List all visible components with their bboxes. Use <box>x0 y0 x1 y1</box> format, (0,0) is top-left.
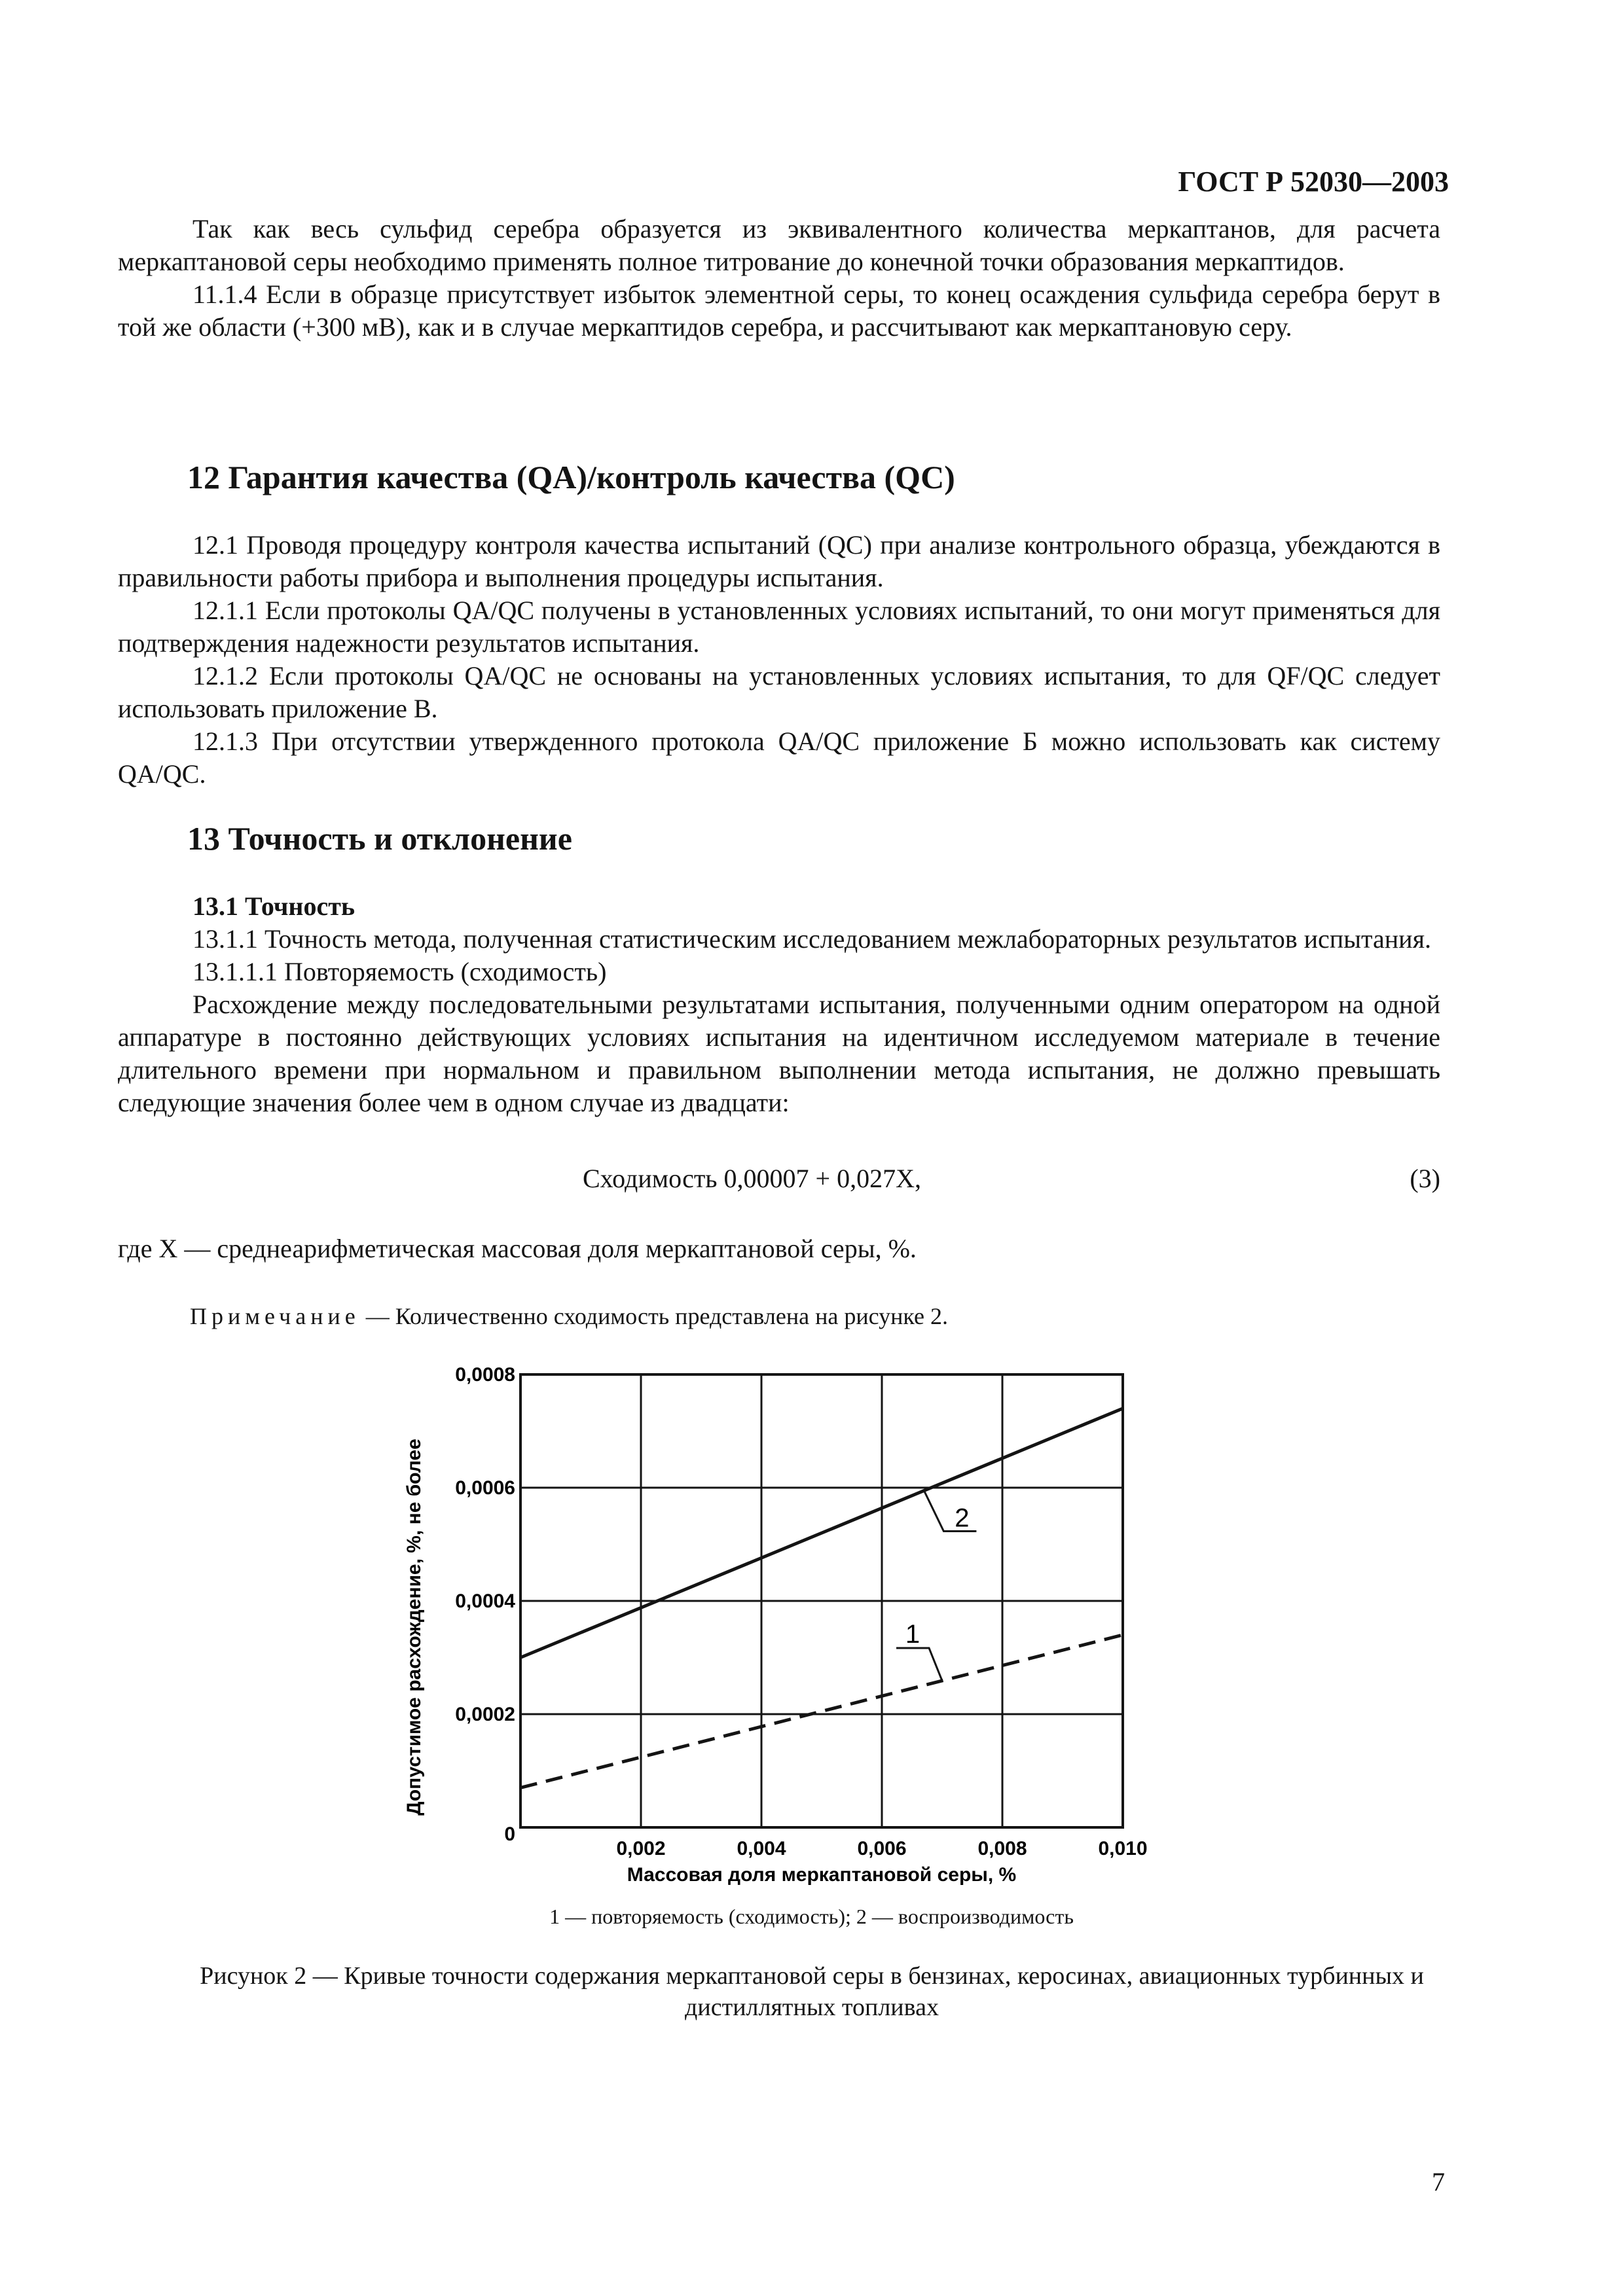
chart-ticks <box>455 1364 1147 1859</box>
paragraph: 12.1.3 При отсутствии утвержденного протокола QA/QC приложение Б можно использовать как систему QA/QC. <box>118 726 1440 789</box>
x-tick-label: 0,010 <box>1098 1838 1148 1859</box>
paragraph: 12.1.2 Если протоколы QA/QC не основаны на установленных условиях испытания, то для QF/QC следует использовать приложение В. <box>118 661 1440 723</box>
x-axis-label: Массовая доля меркаптановой серы, % <box>627 1864 1017 1885</box>
series-label: 2 <box>955 1503 970 1533</box>
x-tick-label: 0,006 <box>857 1838 907 1859</box>
section-12-text <box>118 529 1440 791</box>
paragraph: 12.1.1 Если протоколы QA/QC получены в установленных условиях испытаний, то они могут применяться для подтверждения надежности результатов испытания. <box>118 596 1440 658</box>
section-12-title: 12 Гарантия качества (QA)/контроль качества (QC) <box>187 459 955 495</box>
paragraph: 13.1.1.1 Повторяемость (сходимость) <box>192 957 607 986</box>
series-label: 1 <box>905 1619 921 1649</box>
note-text: — Количественно сходимость представлена на рисунке 2. <box>359 1303 948 1329</box>
y-tick-label: 0,0008 <box>455 1364 515 1386</box>
y-tick-label: 0 <box>504 1823 515 1845</box>
x-tick-label: 0,008 <box>977 1838 1027 1859</box>
chart-series <box>520 1408 1123 1788</box>
formula-number: (3) <box>1410 1164 1440 1193</box>
note <box>190 1302 948 1330</box>
section-13-text <box>118 890 1440 1119</box>
paragraph: Так как весь сульфид серебра образуется из эквивалентного количества меркаптанов, для расчета меркаптановой серы необходимо применять полное титрование до конечной точки образования меркаптидов. <box>118 214 1440 276</box>
formula-expression: Сходимость 0,00007 + 0,027X, <box>583 1164 921 1193</box>
page-number: 7 <box>1432 2167 1445 2197</box>
paragraph: 11.1.4 Если в образце присутствует избыток элементной серы, то конец осаждения сульфида серебра берут в той же области (+300 мВ), как и в случае меркаптидов серебра, и рассчитывают как меркаптановую серу. <box>118 279 1440 342</box>
note-label: Примечание <box>190 1303 360 1329</box>
subsection-title: 13.1 Точность <box>192 891 356 921</box>
intro-text <box>118 213 1440 344</box>
figure-legend: 1 — повторяемость (сходимость); 2 — воспроизводимость <box>549 1905 1074 1928</box>
x-tick-label: 0,002 <box>616 1838 666 1859</box>
y-axis-label: Допустимое расхождение, %, не более <box>403 1439 425 1816</box>
y-tick-label: 0,0002 <box>455 1704 515 1725</box>
series-line-2 <box>520 1408 1123 1658</box>
accuracy-chart <box>393 1355 1178 1885</box>
series-line-1 <box>520 1635 1123 1788</box>
paragraph: Расхождение между последовательными результатами испытания, полученными одним оператором на одной аппаратуре в постоянно действующих условиях испытания на идентичном исследуемом материале в течение длительного времени при нормальном и правильном выполнении метода испытания, не должно превышать следующие значения более чем в одном случае из двадцати: <box>118 990 1440 1117</box>
where-text <box>118 1232 1440 1265</box>
formula <box>118 1163 1440 1196</box>
chart-grid <box>520 1374 1123 1827</box>
x-tick-label: 0,004 <box>737 1838 786 1859</box>
y-tick-label: 0,0004 <box>455 1590 515 1612</box>
paragraph: где X — среднеарифметическая массовая доля меркаптановой серы, %. <box>118 1234 917 1263</box>
series-leader <box>896 1648 942 1681</box>
paragraph: 12.1 Проводя процедуру контроля качества испытаний (QC) при анализе контрольного образца, убеждаются в правильности работы прибора и выполнения процедуры испытания. <box>118 530 1440 592</box>
paragraph: 13.1.1 Точность метода, полученная статистическим исследованием межлабораторных результатов испытания. <box>192 924 1431 954</box>
section-13-title: 13 Точность и отклонение <box>187 820 572 857</box>
figure-caption: Рисунок 2 — Кривые точности содержания меркаптановой серы в бензинах, керосинах, авиационных турбинных и дистиллятных топливах <box>200 1962 1424 2021</box>
y-tick-label: 0,0006 <box>455 1477 515 1499</box>
document-header: ГОСТ Р 52030—2003 <box>1178 166 1449 198</box>
